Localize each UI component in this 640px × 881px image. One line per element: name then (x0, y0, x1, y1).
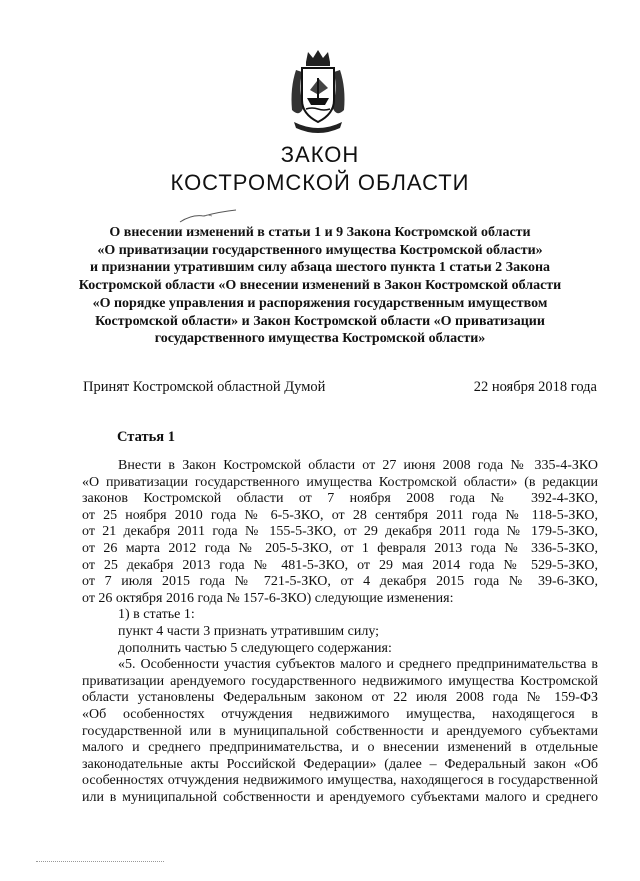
heading-line: О внесении изменений в статьи 1 и 9 Закона Костромской области (109, 225, 531, 240)
heading-line: Костромской области» и Закон Костромской области «О приватизации (95, 313, 545, 329)
body-line: дополнить частью 5 следующего содержания: (118, 640, 392, 656)
body-line: «Об особенностях отчуждения недвижимого имущества, находящегося в (82, 706, 598, 722)
body-line: особенностях отчуждения недвижимого имущества, находящегося в государственной (82, 773, 598, 789)
body-line: государственной или в муниципальной собственности и арендуемого субъектами (82, 723, 598, 739)
body-line: законодательные акты Российской Федерации» (далее – Федеральный закон «Об (82, 756, 598, 772)
body-line: малого и среднего предпринимательства, и о внесении изменений в отдельные (82, 740, 598, 756)
body-line: пункт 4 части 3 признать утратившим силу; (118, 623, 380, 639)
heading-line: «О порядке управления и распоряжения государственным имуществом (92, 295, 548, 311)
body-line: «О приватизации государственного имущества Костромской области» (в редакции (82, 474, 598, 490)
heading-line: государственного имущества Костромской области» (154, 331, 486, 347)
adopted-by: Принят Костромской областной Думой (83, 379, 326, 395)
document-title-region: КОСТРОМСКОЙ ОБЛАСТИ (170, 170, 470, 195)
body-line: 1) в статье 1: (118, 607, 195, 623)
body-line: от 25 декабря 2013 года № 481-5-ЗКО, от 29 мая 2014 года № 529-5-ЗКО, (82, 557, 598, 573)
body-line: Внести в Закон Костромской области от 27 июня 2008 года № 335-4-ЗКО (118, 458, 598, 473)
law-heading (60, 224, 580, 348)
heading-line: Костромской области «О внесении изменений в Закон Костромской области (78, 278, 562, 294)
body-line: от 7 июля 2015 года № 721-5-ЗКО, от 4 декабря 2015 года № 39-6-ЗКО, (82, 574, 598, 590)
body-line: от 26 марта 2012 года № 205-5-ЗКО, от 1 февраля 2013 года № 336-5-ЗКО, (82, 540, 598, 556)
heading-line: «О приватизации государственного имущества Костромской области» (97, 242, 543, 258)
body-line: «5. Особенности участия субъектов малого и среднего предпринимательства в (118, 657, 598, 673)
body-line: от 26 октября 2016 года № 157-6-ЗКО) следующие изменения: (82, 590, 454, 606)
article-body (82, 458, 598, 806)
page-bottom-rule (36, 861, 164, 862)
body-line: области установлены Федеральным законом от 22 июля 2008 года № 159-ФЗ (82, 690, 598, 706)
heading-line: и признании утратившим силу абзаца шестого пункта 1 статьи 2 Закона (89, 260, 551, 276)
body-line: или в муниципальной собственности и арендуемого субъектами малого и среднего (82, 789, 598, 805)
body-line: от 21 декабря 2011 года № 155-5-ЗКО, от 29 декабря 2011 года № 179-5-ЗКО, (82, 524, 598, 540)
document-title-law: ЗАКОН (280, 142, 360, 167)
kostroma-coat-of-arms-icon (284, 48, 352, 134)
body-line: приватизации арендуемого государственного недвижимого имущества Костромской (82, 673, 598, 689)
body-line: от 25 ноября 2010 года № 6-5-ЗКО, от 28 сентября 2011 года № 118-5-ЗКО, (82, 507, 598, 523)
adoption-date: 22 ноября 2018 года (473, 379, 597, 395)
body-line: законов Костромской области от 7 ноября 2008 года № 392-4-ЗКО, (82, 491, 598, 507)
article-heading: Статья 1 (117, 429, 175, 445)
